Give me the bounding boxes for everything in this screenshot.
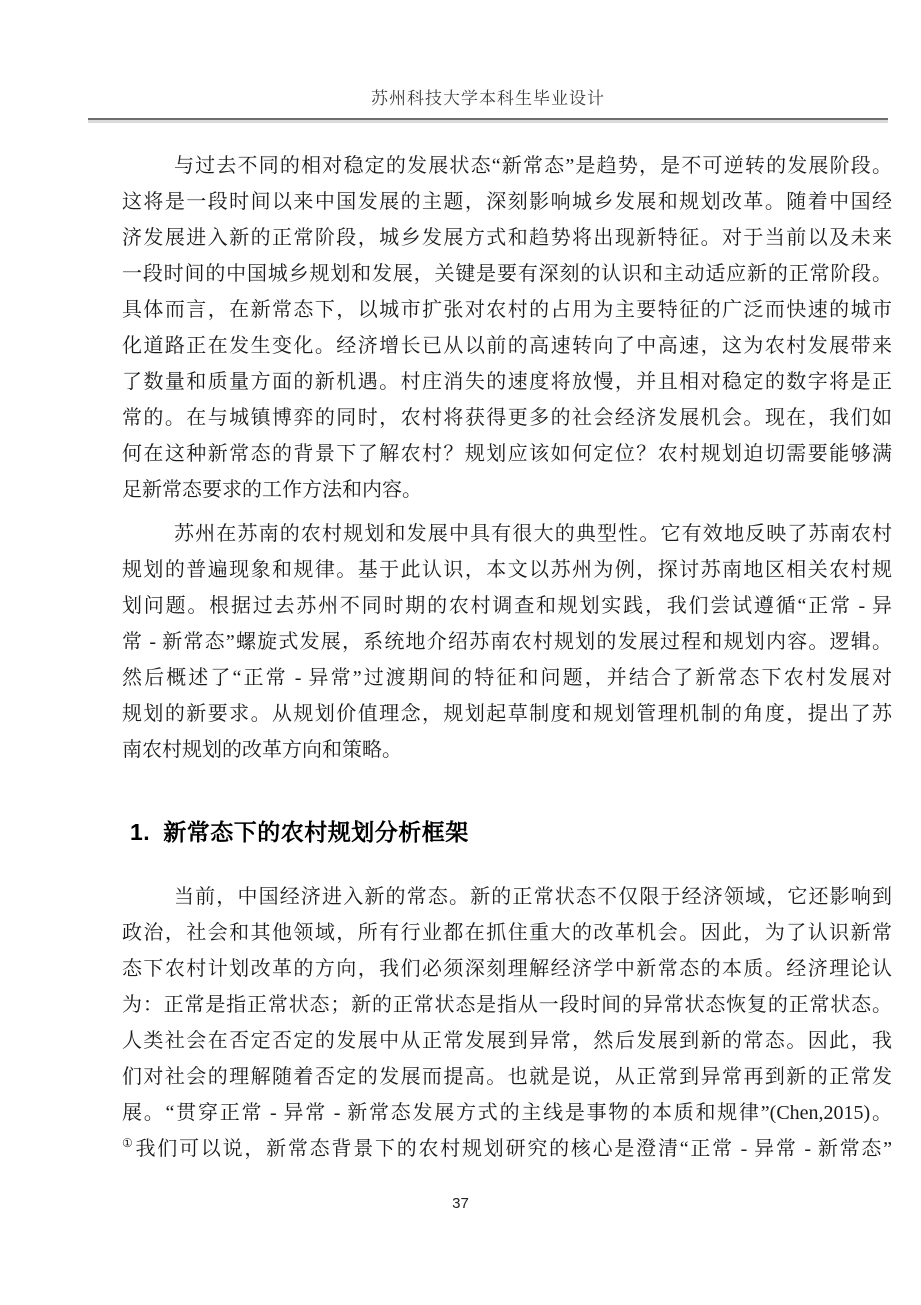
text-line: 了数量和质量方面的新机遇。村庄消失的速度将放慢，并且相对稳定的数字将是正 bbox=[122, 371, 892, 393]
text-line: 苏州在苏南的农村规划和发展中具有很大的典型性。它有效地反映了苏南农村 bbox=[174, 523, 892, 545]
text-line: 规划的新要求。从规划价值理念，规划起草制度和规划管理机制的角度，提出了苏 bbox=[122, 703, 892, 725]
text-line: 一段时间的中国城乡规划和发展，关键是要有深刻的认识和主动适应新的正常阶段。 bbox=[122, 263, 892, 285]
text-line: 这将是一段时间以来中国发展的主题，深刻影响城乡发展和规划改革。随着中国经 bbox=[122, 191, 892, 213]
text-line: 与过去不同的相对稳定的发展状态“新常态”是趋势，是不可逆转的发展阶段。 bbox=[174, 155, 892, 177]
text-line: 为：正常是指正常状态；新的正常状态是指从一段时间的异常状态恢复的正常状态。 bbox=[122, 994, 892, 1016]
section-heading bbox=[130, 814, 892, 847]
section-number: 1. bbox=[130, 819, 151, 845]
header-title: 苏州科技大学本科生毕业设计 bbox=[371, 89, 605, 108]
text-line: 然后概述了“正常 - 异常”过渡期间的特征和问题，并结合了新常态下农村发展对 bbox=[122, 667, 892, 689]
text-line: 展。“贯穿正常 - 异常 - 新常态发展方式的主线是事物的本质和规律”(Chen,2015)。 bbox=[122, 1102, 892, 1124]
text-line: 足新常态要求的工作方法和内容。 bbox=[122, 479, 422, 501]
text-line: 态下农村计划改革的方向，我们必须深刻理解经济学中新常态的本质。经济理论认 bbox=[122, 958, 892, 980]
section-title: 新常态下的农村规划分析框架 bbox=[163, 819, 469, 845]
text-line: 政治，社会和其他领域，所有行业都在抓住重大的改革机会。因此，为了认识新常 bbox=[122, 922, 892, 944]
page-number: 37 bbox=[452, 1195, 469, 1212]
text-line: 具体而言，在新常态下，以城市扩张对农村的占用为主要特征的广泛而快速的城市 bbox=[122, 299, 892, 321]
text-line: 规划的普遍现象和规律。基于此认识，本文以苏州为例，探讨苏南地区相关农村规 bbox=[122, 559, 892, 581]
page-header bbox=[88, 84, 888, 120]
text-line: 化道路正在发生变化。经济增长已从以前的高速转向了中高速，这为农村发展带来 bbox=[122, 335, 892, 357]
text-line: 划问题。根据过去苏州不同时期的农村调查和规划实践，我们尝试遵循“正常 - 异 bbox=[122, 595, 892, 617]
text-line: 常 - 新常态”螺旋式发展，系统地介绍苏南农村规划的发展过程和规划内容。逻辑。 bbox=[122, 631, 892, 653]
footnote-marker: ① bbox=[122, 1136, 135, 1151]
text-line: 常的。在与城镇博弈的同时，农村将获得更多的社会经济发展机会。现在，我们如 bbox=[122, 407, 892, 429]
text-line: 当前，中国经济进入新的常态。新的正常状态不仅限于经济领域，它还影响到 bbox=[174, 886, 892, 908]
text-line: 何在这种新常态的背景下了解农村？规划应该如何定位？农村规划迫切需要能够满 bbox=[122, 443, 892, 465]
text-line: 南农村规划的改革方向和策略。 bbox=[122, 739, 402, 761]
paragraph-1 bbox=[122, 148, 892, 508]
paragraph-2 bbox=[122, 516, 892, 768]
text-line: 人类社会在否定否定的发展中从正常发展到异常，然后发展到新的常态。因此，我 bbox=[122, 1030, 892, 1052]
document-body bbox=[122, 148, 892, 1167]
text-line: 济发展进入新的正常阶段，城乡发展方式和趋势将出现新特征。对于当前以及未来 bbox=[122, 227, 892, 249]
paragraph-3 bbox=[122, 879, 892, 1167]
text-line: ①我们可以说，新常态背景下的农村规划研究的核心是澄清“正常 - 异常 - 新常态” bbox=[122, 1136, 892, 1160]
text-line: 们对社会的理解随着否定的发展而提高。也就是说，从正常到异常再到新的正常发 bbox=[122, 1066, 892, 1088]
